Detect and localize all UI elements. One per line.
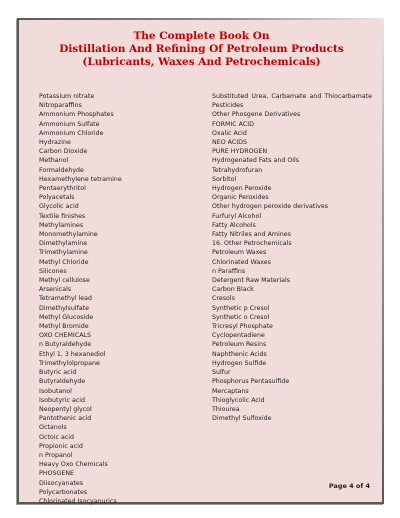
list-item: Ammonium Phosphates <box>39 111 114 119</box>
list-item: Petroleum Resins <box>212 341 267 349</box>
list-item: PHOSGENE <box>39 470 75 478</box>
header-line-1: The Complete Book On <box>133 30 270 42</box>
list-item: Butyric acid <box>39 369 77 377</box>
list-item: Octanols <box>39 424 67 432</box>
list-item: Ethyl 1, 3 hexanediol <box>39 350 106 358</box>
list-item: n Paraffins <box>212 267 246 275</box>
list-item: Synthetic o Cresol <box>212 313 270 321</box>
list-item: Mercaptans <box>212 387 249 395</box>
list-item: Detergent Raw Materials <box>212 277 290 285</box>
list-item: Glycolic acid <box>39 203 79 211</box>
list-item: Tricresyl Phosphate <box>212 323 273 331</box>
list-item: Cyclopentadiene <box>212 332 265 340</box>
list-item: Methyl cellulose <box>39 277 90 285</box>
header-line-3: (Lubricants, Waxes And Petrochemicals) <box>82 56 321 68</box>
list-item: Methyl Chloride <box>39 258 89 266</box>
list-item: Polycarbonates <box>39 488 88 496</box>
list-item: Polyacetals <box>39 194 75 202</box>
list-item: Ammonium Chloride <box>39 129 104 137</box>
contents-list-right <box>212 92 372 423</box>
list-item: Trimethylamine <box>39 249 88 257</box>
list-item: Ammonium Sulfate <box>39 120 100 128</box>
list-item: Organic Peroxides <box>212 194 269 202</box>
list-item: Phosphorus Pentasulfide <box>212 378 290 386</box>
page-frame <box>17 18 384 504</box>
list-item: Monomethylamine <box>39 231 98 239</box>
list-item: Substituted Urea, Carbamate and Thiocarbamate Pesticides <box>212 93 372 110</box>
list-item: Methylamines <box>39 221 84 229</box>
list-item: 16. Other Petrochemicals <box>212 240 292 248</box>
list-item: Tetrahydrofuran <box>212 166 263 174</box>
list-item: Arsenicals <box>39 286 72 294</box>
list-item: Hydrogenated Fats and Oils <box>212 157 300 165</box>
list-item: FORMIC ACID <box>212 120 254 128</box>
list-item: Thiourea <box>212 405 240 413</box>
list-item: Dimethylsulfate <box>39 304 89 312</box>
list-item: Chlorinated Waxes <box>212 258 271 266</box>
list-item: Carbon Dioxide <box>39 148 88 156</box>
list-item: Pentaerythritol <box>39 185 86 193</box>
list-item: Trimethylolpropane <box>39 359 100 367</box>
list-item: n Propanol <box>39 451 73 459</box>
list-item: Potassium nitrate <box>39 93 95 100</box>
list-item: Hydrogen Peroxide <box>212 185 272 193</box>
list-item: Synthetic p Cresol <box>212 304 270 312</box>
list-item: Oxalic Acid <box>212 129 247 137</box>
list-item: Other Phosgene Derivatives <box>212 111 301 119</box>
list-item: Isobutyric acid <box>39 396 86 404</box>
list-item: Thioglycolic Acid <box>212 396 265 404</box>
list-item: Methyl Bromide <box>39 323 89 331</box>
list-item: Heavy Oxo Chemicals <box>39 461 108 469</box>
list-item: Pantothenic acid <box>39 415 92 423</box>
list-item: Cresols <box>212 295 235 303</box>
list-item: Sorbitol <box>212 175 237 183</box>
list-item: Chlorinated Isocyanurics <box>39 497 117 505</box>
list-item: Hydrazine <box>39 139 71 147</box>
list-item: Fatty Nitriles and Amines <box>212 231 291 239</box>
list-item: n Butyraldehyde <box>39 341 92 349</box>
page-number: Page 4 of 4 <box>328 482 370 490</box>
list-item: OXO CHEMICALS <box>39 332 92 340</box>
list-item: Petroleum Waxes <box>212 249 267 257</box>
list-item: Other hydrogen peroxide derivatives <box>212 203 328 211</box>
header-line-2: Distillation And Refining Of Petroleum Products <box>59 43 344 55</box>
frame-top-edge <box>19 18 384 20</box>
list-item: Methanol <box>39 157 69 165</box>
list-item: Fatty Alcohols <box>212 221 256 229</box>
list-item: Textile finishes <box>39 212 86 220</box>
document-header <box>19 30 384 69</box>
list-item: Butyraldehyde <box>39 378 86 386</box>
list-item: Sulfur <box>212 369 231 377</box>
list-item: PURE HYDROGEN <box>212 148 268 156</box>
list-item: Propionic acid <box>39 442 83 450</box>
list-item: Methyl Glucoside <box>39 313 94 321</box>
list-item: Dimethylamine <box>39 240 88 248</box>
list-item: Diisocyanates <box>39 479 84 487</box>
list-item: Octoic acid <box>39 433 75 441</box>
list-item: Naphthenic Acids <box>212 350 267 358</box>
list-item: Hydrogen Sulfide <box>212 359 267 367</box>
list-item: Dimethyl Sulfoxide <box>212 415 272 423</box>
list-item: NEO ACIDS <box>212 139 247 147</box>
list-item: Nitroparaffins <box>39 102 82 110</box>
list-item: Hexamethylene tetramine <box>39 175 122 183</box>
list-item: Neopentyl glycol <box>39 405 92 413</box>
frame-right-edge <box>382 18 384 502</box>
contents-list-left <box>39 92 189 506</box>
list-item: Furfuryl Alcohol <box>212 212 262 220</box>
list-item: Formaldehyde <box>39 166 84 174</box>
list-item: Silicones <box>39 267 67 275</box>
list-item: Isobutanol <box>39 387 72 395</box>
list-item: Tetramethyl lead <box>39 295 92 303</box>
list-item: Carbon Black <box>212 286 254 294</box>
